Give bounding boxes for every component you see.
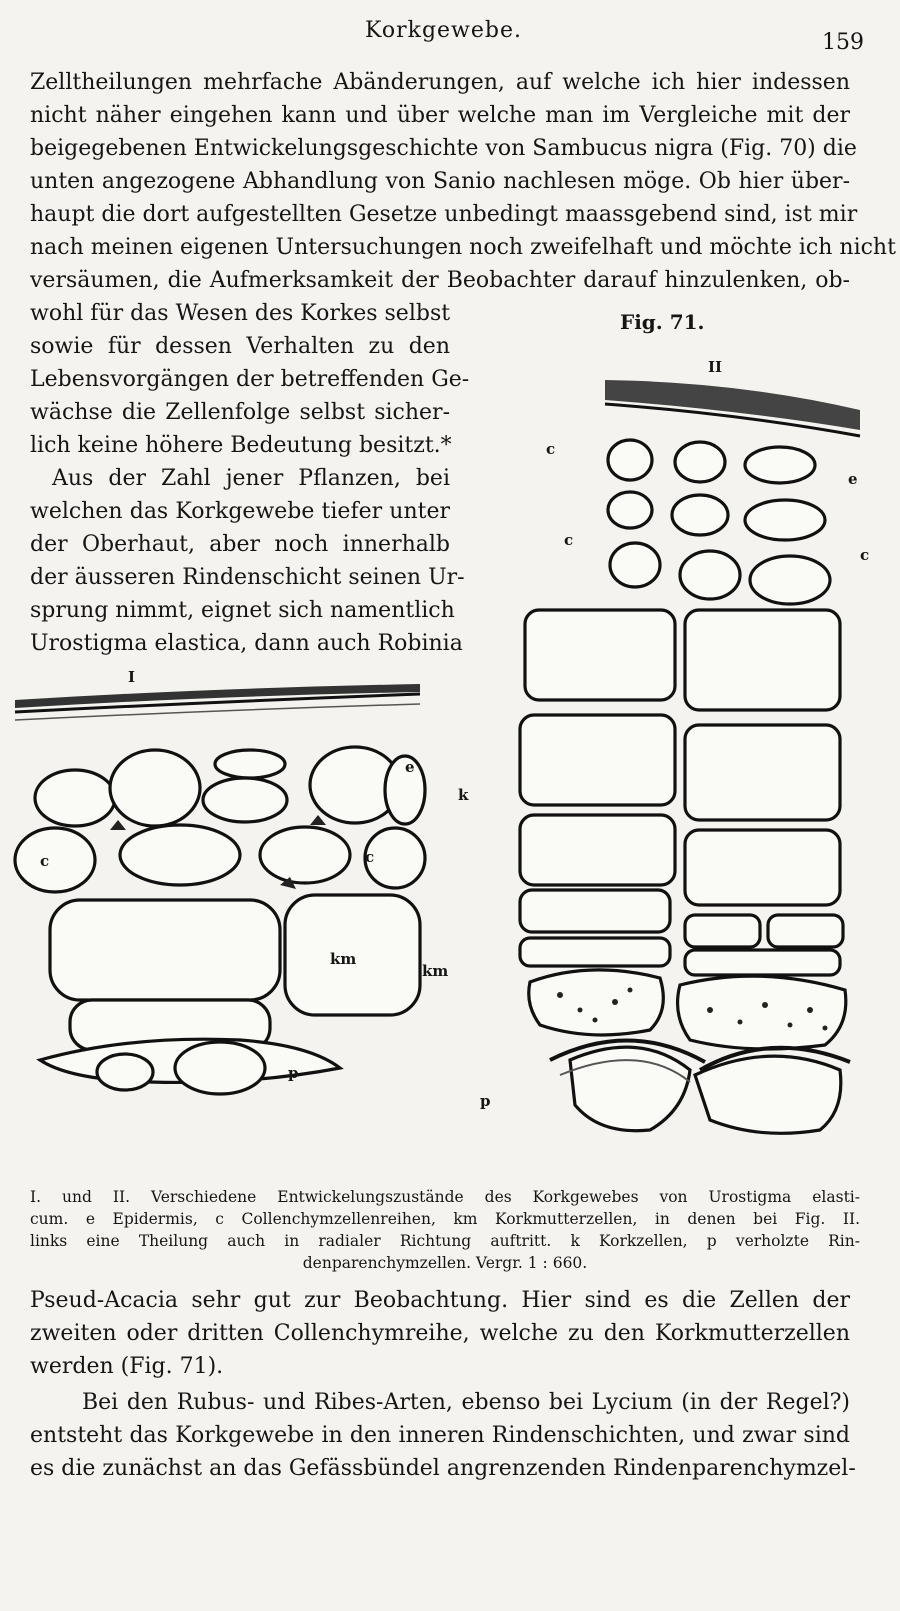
caption-line: denparenchymzellen. Vergr. 1 : 660.	[302, 1254, 588, 1272]
caption-line: I. und II. Verschiedene Entwickelungszustände des Korkgewebes von Urostigma elasti-	[30, 1188, 860, 1206]
text-line: zweiten oder dritten Collenchymreihe, welche zu den Korkmutterzellen	[30, 1321, 850, 1346]
text-line: der Oberhaut, aber noch innerhalb	[30, 532, 450, 557]
text-line: unten angezogene Abhandlung von Sanio nachlesen möge. Ob hier über-	[30, 169, 850, 194]
label-p: p	[288, 1064, 299, 1082]
label-p: p	[480, 1092, 491, 1110]
text-line: welchen das Korkgewebe tiefer unter	[30, 499, 450, 524]
text-line: nach meinen eigenen Untersuchungen noch zweifelhaft und möchte ich nicht	[30, 235, 896, 260]
text-line: haupt die dort aufgestellten Gesetze unbedingt maassgebend sind, ist mir	[30, 202, 858, 227]
figure-label: Fig. 71.	[620, 310, 705, 334]
label-km: km	[422, 962, 449, 980]
figure-panel-1-drawing	[10, 680, 450, 1120]
panel-2-label: II	[708, 358, 723, 376]
text-line: entsteht das Korkgewebe in den inneren Rindenschichten, und zwar sind	[30, 1423, 850, 1448]
text-line: Pseud-Acacia sehr gut zur Beobachtung. Hier sind es die Zellen der	[30, 1288, 850, 1313]
label-e: e	[848, 470, 858, 488]
text-line: nicht näher eingehen kann und über welche man im Vergleiche mit der	[30, 103, 850, 128]
text-line: werden (Fig. 71).	[30, 1354, 224, 1379]
label-km: km	[330, 950, 357, 968]
figure-panel-2-drawing	[500, 370, 880, 1150]
label-c: c	[365, 848, 375, 866]
text-line: Bei den Rubus- und Ribes-Arten, ebenso bei Lycium (in der Regel?)	[82, 1390, 850, 1415]
panel-1-label: I	[128, 668, 136, 686]
text-line: beigegebenen Entwickelungsgeschichte von Sambucus nigra (Fig. 70) die	[30, 136, 857, 161]
label-c: c	[40, 852, 50, 870]
text-line: wohl für das Wesen des Korkes selbst	[30, 301, 451, 326]
label-e: e	[405, 758, 415, 776]
text-line: wächse die Zellenfolge selbst sicher-	[30, 400, 450, 425]
label-c: c	[564, 531, 574, 549]
text-line: sprung nimmt, eignet sich namentlich	[30, 598, 455, 623]
caption-line: cum. e Epidermis, c Collenchymzellenreihen, km Korkmutterzellen, in denen bei Fig. II.	[30, 1210, 860, 1228]
text-line: es die zunächst an das Gefässbündel angrenzenden Rindenparenchymzel-	[30, 1456, 856, 1481]
text-line: sowie für dessen Verhalten zu den	[30, 334, 450, 359]
text-line: Aus der Zahl jener Pflanzen, bei	[52, 466, 450, 491]
label-k: k	[458, 786, 469, 804]
text-line: Urostigma elastica, dann auch Robinia	[30, 631, 463, 656]
figure-caption	[30, 1186, 860, 1274]
running-head: Korkgewebe.	[365, 18, 522, 43]
page-header	[0, 18, 900, 58]
caption-line: links eine Theilung auch in radialer Richtung auftritt. k Korkzellen, p verholzte Rin-	[30, 1232, 860, 1250]
label-c: c	[860, 546, 870, 564]
text-line: versäumen, die Aufmerksamkeit der Beobachter darauf hinzulenken, ob-	[30, 268, 850, 293]
page-number: 159	[822, 30, 864, 55]
label-c: c	[546, 440, 556, 458]
text-line: Lebensvorgängen der betreffenden Ge-	[30, 367, 470, 392]
text-line: Zelltheilungen mehrfache Abänderungen, auf welche ich hier indessen	[30, 70, 850, 95]
text-line: lich keine höhere Bedeutung besitzt.*	[30, 433, 452, 458]
text-line: der äusseren Rindenschicht seinen Ur-	[30, 565, 465, 590]
